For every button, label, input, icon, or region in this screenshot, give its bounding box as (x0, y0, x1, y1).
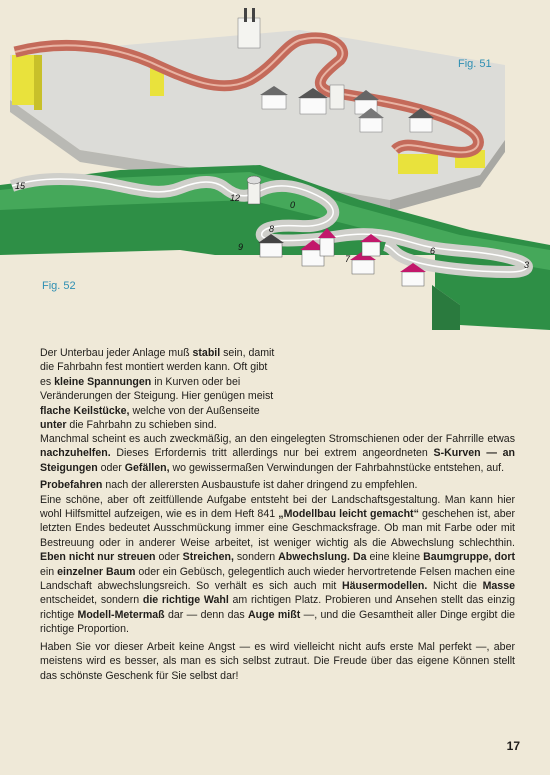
track-number: 15 (15, 181, 26, 191)
text-run-bold: die richtige Wahl (142, 594, 229, 607)
figure-51-label: Fig. 51 (458, 58, 492, 70)
text-run: eine kleine (366, 551, 424, 564)
paragraph-2 (40, 432, 515, 475)
text-run-bold: „Modellbau leicht gemacht“ (278, 508, 419, 521)
track-number: 7 (345, 254, 351, 264)
text-run: oder ein Gebüsch, gelegentlich auch wieder hervortretende Felsen machen eine Landschaft abwechslungsreich. So verhält es sich auch mit (40, 565, 515, 593)
text-run-bold: Probefahren (40, 479, 103, 492)
text-run-bold: Baumgruppe, dort (423, 551, 516, 564)
body-text (40, 432, 515, 686)
text-run: die Fahrbahn zu schieben sind. (66, 419, 217, 432)
text-run: ein (40, 565, 58, 578)
track-number: 9 (238, 242, 244, 252)
text-run: Nicht die (427, 580, 483, 593)
track-number: 0 (290, 200, 296, 210)
text-run: Der Unterbau jeder Anlage muß (40, 347, 193, 359)
text-run-bold: einzelner Baum (57, 565, 136, 578)
text-run: am richtigen Platz. Probieren und Ansehen stellt das einzig richtige (40, 594, 515, 621)
text-run-bold: Abwechslung. Da (278, 551, 367, 564)
text-run: geschehen ist, aber letzten Endes bedeutet Ausschmückung immer eine Geschmacksfrage. Ob man mit Farbe oder mit Bestreuung oder in anderer Weise arbeitet, ist weniger wichtig als die Abwechslung schlechthin. (40, 508, 516, 549)
text-run: Manchmal scheint es auch zweckmäßig, an den eingelegten Stromschienen oder der Fahrrille etwas (40, 433, 515, 445)
text-run-bold: Eben nicht nur streuen (40, 551, 156, 564)
text-run-bold: kleine Spannungen (54, 375, 152, 388)
paragraph-3 (40, 478, 515, 636)
text-run: sein, damit die Fahrbahn fest montiert werden kann. Oft gibt es (40, 347, 275, 388)
text-run: wo gewissermaßen Verwindungen der Fahrbahnstücke entstehen, auf. (169, 461, 505, 474)
text-run: in Kurven oder bei Veränderungen der Steigung. Hier genügen meist (40, 375, 274, 403)
track-number: 8 (269, 224, 275, 234)
track-number: 12 (230, 193, 241, 203)
text-run-bold: nachzuhelfen. (40, 447, 111, 460)
page-number: 17 (506, 739, 520, 753)
fig52-landscape (0, 165, 550, 340)
layout-illustrations (0, 0, 550, 340)
text-run-bold: Auge mißt (248, 608, 301, 621)
text-run-bold: unter (40, 419, 67, 432)
text-run: nach der allerersten Ausbaustufe ist daher dringend zu empfehlen. (102, 479, 418, 492)
paragraph-5: Haben Sie vor dieser Arbeit keine Angst — es wird vielleicht nicht aufs erste Mal perfekt —, aber meistens wird es besser, als man es sich selbst zutraut. Die Freude über das eigene Können stellt das schönste Geschenk für Sie selbst dar! (40, 640, 515, 682)
text-run-bold: Masse (482, 580, 515, 593)
text-run: sondern (233, 551, 279, 564)
text-run: dar — denn das (164, 608, 249, 621)
text-run: oder (155, 551, 183, 564)
text-run: entscheidet, sondern (40, 594, 143, 607)
track-number: 6 (430, 246, 436, 256)
figure-52-label: Fig. 52 (42, 280, 76, 292)
track-number: 3 (524, 260, 530, 270)
text-run-bold: stabil (192, 347, 221, 359)
text-run: —, und die Gesamtheit aller Dinge ergibt die richtige Proportion. (40, 608, 515, 636)
paragraph-1 (40, 346, 280, 432)
text-run-bold: Gefällen, (124, 461, 170, 474)
text-run: Eine schöne, aber oft zeitfüllende Aufgabe entsteht bei der Landschaftsgestaltung. Man kann hier wohl Hilfsmittel aufzeigen, wie es in dem Heft 841 (40, 493, 515, 521)
text-run-bold: Streichen, (182, 551, 234, 564)
text-run-bold: Häusermodellen. (341, 580, 428, 593)
text-run: welche von der Außenseite (129, 404, 260, 417)
text-run: Dieses Erfordernis tritt allerdings nur bei extrem angeordneten (110, 447, 434, 460)
text-run-bold: S-Kurven — an Steigungen (40, 447, 516, 474)
text-run: oder (97, 461, 125, 474)
text-run-bold: Modell-Metermaß (77, 608, 165, 621)
text-run-bold: flache Keilstücke, (40, 404, 130, 417)
